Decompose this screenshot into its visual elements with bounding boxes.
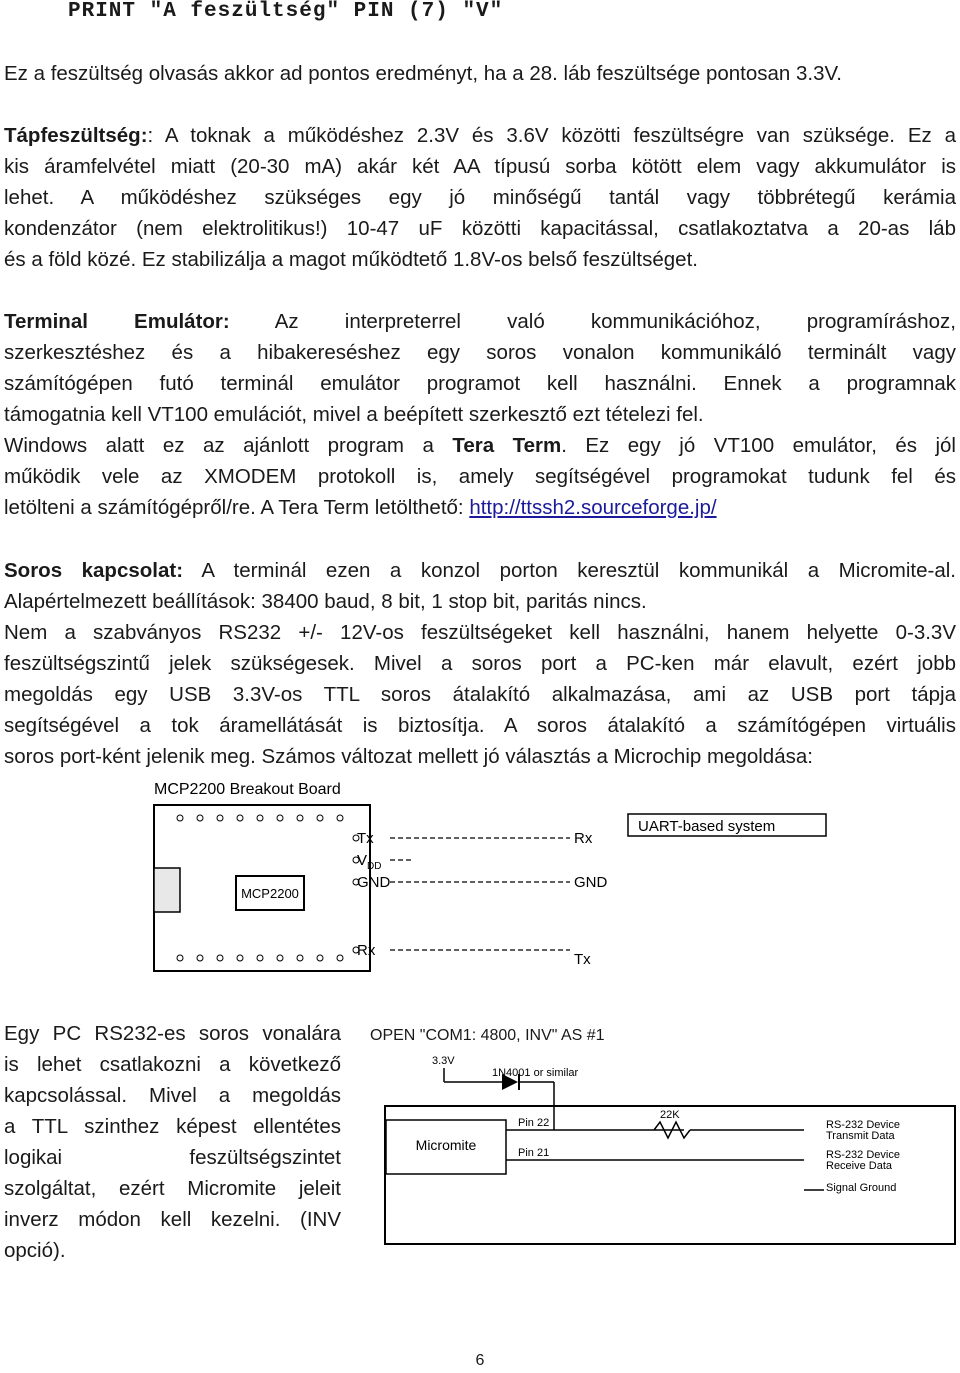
serial-line-1: Soros kapcsolat: A terminál ezen a konzol porton keresztül kommunikál a Micromite-al. (4, 559, 956, 582)
uart-rx-label: Rx (574, 830, 593, 847)
side-line-3: kapcsolással. Mivel a megoldás (4, 1084, 341, 1107)
tx-label: Tx (357, 830, 374, 847)
open-com-code: OPEN "COM1: 4800, INV" AS #1 (370, 1027, 605, 1044)
terminal-line-4: támogatnia kell VT100 emulációt, mivel a beépített szerkesztő ezt tételezi fel. (4, 403, 704, 426)
tera-term-link[interactable]: http://ttssh2.sourceforge.jp/ (469, 496, 717, 519)
chip-label: MCP2200 (241, 886, 299, 901)
side-line-6: szolgáltat, ezért Micromite jeleit (4, 1177, 341, 1200)
terminal-line-7: letölteni a számítógépről/re. A Tera Term letölthető: http://ttssh2.sourceforge.jp/ (4, 496, 717, 519)
mcp2200-title: MCP2200 Breakout Board (154, 781, 341, 798)
side-paragraph (4, 1018, 341, 1266)
serial-line-6: segítségével a tok áramellátását is biztosítja. A soros átalakító a számítógépen virtuális (4, 714, 956, 737)
side-line-2: is lehet csatlakozni a következő (4, 1053, 341, 1076)
side-line-7: inverz módon kell kezelni. (INV (4, 1208, 341, 1231)
side-line-5: logikai feszültségszintet (4, 1146, 341, 1169)
tx-device-label-1: RS-232 Device (826, 1119, 900, 1131)
page-number: 6 (475, 1352, 485, 1369)
serial-line-4: feszültségszintű jelek szükségesek. Mivel a soros port a PC-ken már elavult, ezért jobb (4, 652, 956, 675)
micromite-label: Micromite (415, 1137, 477, 1153)
terminal-line-6: működik vele az XMODEM protokoll is, amely segítségével programokat tudunk fel és (4, 465, 956, 488)
paragraph-serial-connection (4, 555, 956, 772)
power-term: Tápfeszültség: (4, 124, 148, 147)
serial-line-7: soros port-ként jelenik meg. Számos változat mellett jó választás a Microchip megoldása: (4, 745, 813, 768)
terminal-line-3: számítógépen futó terminál emulátor programot kell használni. Ennek a programnak (4, 372, 956, 395)
vdd-label: $V_{DD}$ (357, 852, 382, 872)
uart-system-label: UART-based system (638, 818, 776, 835)
usb-connector (154, 868, 180, 912)
paragraph-measurement: Ez a feszültség olvasás akkor ad pontos eredményt, ha a 28. láb feszültsége pontosan 3.3V. (4, 62, 842, 85)
uart-tx-label: Tx (574, 951, 591, 968)
tera-term-name: Tera Term (452, 434, 562, 457)
uart-gnd-label: GND (574, 874, 608, 891)
power-line-5: és a föld közé. Ez stabilizálja a magot működtető 1.8V-os belső feszültséget. (4, 248, 698, 271)
power-line-2: kis áramfelvétel miatt (20-30 mA) akár két AA típusú sorba kötött elem vagy akkumulátor is (4, 155, 956, 178)
code-line: PRINT "A feszültség" PIN (7) "V" (68, 0, 504, 23)
power-line-1: Tápfeszültség:: A toknak a működéshez 2.3V és 3.6V közötti feszültségre van szüksége. Ez a (4, 124, 956, 147)
side-line-8: opció). (4, 1239, 66, 1262)
serial-line-5: megoldás egy USB 3.3V-os TTL soros átalakító alkalmazása, ami az USB port tápja (4, 683, 956, 706)
pin21-label: Pin 21 (518, 1147, 550, 1159)
power-line-3: lehet. A működéshez szükséges egy jó minőségű tantál vagy többrétegű kerámia (4, 186, 956, 209)
terminal-line-2: szerkesztéshez és a hibakereséshez egy soros vonalon kommunikáló terminált vagy (4, 341, 956, 364)
paragraph-terminal-emulator (4, 306, 956, 523)
serial-line-3: Nem a szabványos RS232 +/- 12V-os feszültségeket kell használni, hanem helyette 0-3.3V (4, 621, 956, 644)
tx-device-label-2: Transmit Data (826, 1130, 895, 1142)
paragraph-power-supply (4, 120, 956, 275)
pin22-label: Pin 22 (518, 1117, 550, 1129)
terminal-term: Terminal Emulátor: (4, 310, 230, 333)
terminal-line-1: Terminal Emulátor: Az interpreterrel való kommunikációhoz, programíráshoz, (4, 310, 956, 333)
signal-ground-label: Signal Ground (826, 1182, 897, 1194)
serial-term: Soros kapcsolat: (4, 559, 184, 582)
v33-label: 3.3V (432, 1055, 455, 1067)
side-line-4: a TTL szinthez képest ellentétes (4, 1115, 341, 1138)
mcp2200-diagram (150, 776, 830, 976)
rx-device-label-1: RS-232 Device (826, 1149, 900, 1161)
serial-line-2: Alapértelmezett beállítások: 38400 baud, 8 bit, 1 stop bit, paritás nincs. (4, 590, 647, 613)
power-line-4: kondenzátor (nem elektrolitikus!) 10-47 uF közötti kapacitással, csatlakoztatva a 20-as láb (4, 217, 956, 240)
rx-device-label-2: Receive Data (826, 1160, 893, 1172)
rx-label: Rx (357, 942, 376, 959)
rs232-circuit-diagram (384, 1050, 957, 1246)
resistor-label: 22K (660, 1109, 680, 1121)
gnd-label: GND (357, 874, 391, 891)
terminal-line-5: Windows alatt ez az ajánlott program a Tera Term. Ez egy jó VT100 emulátor, és jól (4, 434, 956, 457)
diode-label: 1N4001 or similar (492, 1067, 579, 1079)
side-line-1: Egy PC RS232-es soros vonalára (4, 1022, 341, 1045)
